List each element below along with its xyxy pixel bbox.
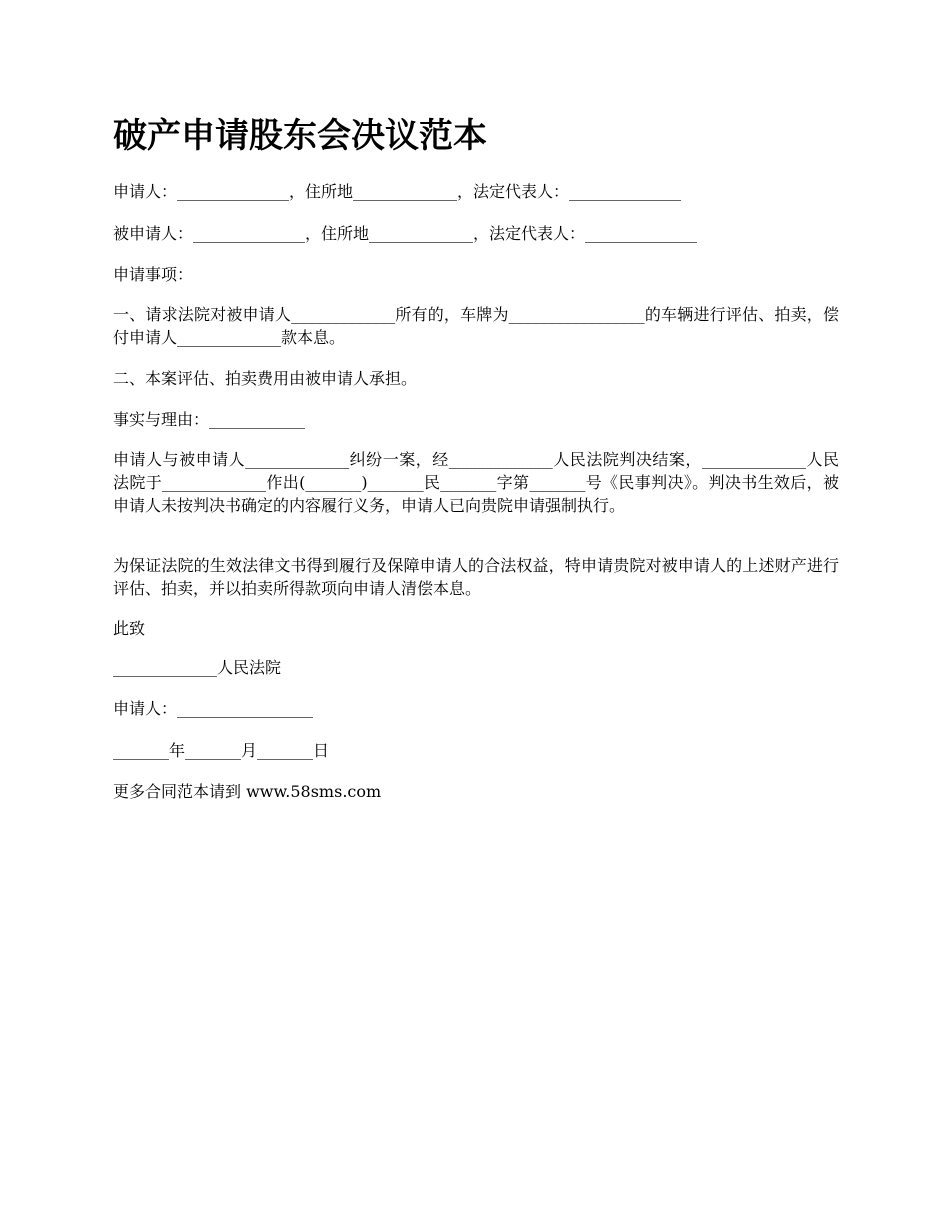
application-matters-heading: 申请事项： bbox=[113, 265, 194, 284]
footer-note: 更多合同范本请到 www.58sms.com bbox=[113, 782, 382, 801]
signature-line: 申请人：_________________ bbox=[113, 699, 314, 718]
respondent-line: 被申请人：______________，住所地_____________，法定代表人：______________ bbox=[113, 224, 698, 243]
request-basis-paragraph: 为保证法院的生效法律文书得到履行及保障申请人的合法权益，特申请贵院对被申请人的上述财产进行评估、拍卖，并以拍卖所得款项向申请人清偿本息。 bbox=[113, 556, 839, 598]
facts-reasons-heading: 事实与理由：____________ bbox=[113, 410, 306, 429]
request-item-2: 二、本案评估、拍卖费用由被申请人承担。 bbox=[113, 369, 418, 388]
court-line: _____________人民法院 bbox=[113, 658, 282, 677]
salutation: 此致 bbox=[113, 619, 146, 638]
facts-paragraph: 申请人与被申请人_____________纠纷一案，经_____________人民法院判决结案，_____________人民法院于_____________作出(_______)_______民_______字第_______号《民事判决》。判决书生效后，被申请人未按判决书确定的内容履行义务，申请人已向贵院申请强制执行。 bbox=[113, 450, 839, 515]
applicant-line: 申请人：______________，住所地_____________，法定代表人：______________ bbox=[113, 182, 682, 201]
request-item-1: 一、请求法院对被申请人_____________所有的，车牌为_________________的车辆进行评估、拍卖，偿付申请人_____________款本息。 bbox=[113, 305, 839, 347]
document-title: 破产申请股东会决议范本 bbox=[113, 116, 487, 156]
date-line: _______年_______月_______日 bbox=[113, 741, 330, 760]
